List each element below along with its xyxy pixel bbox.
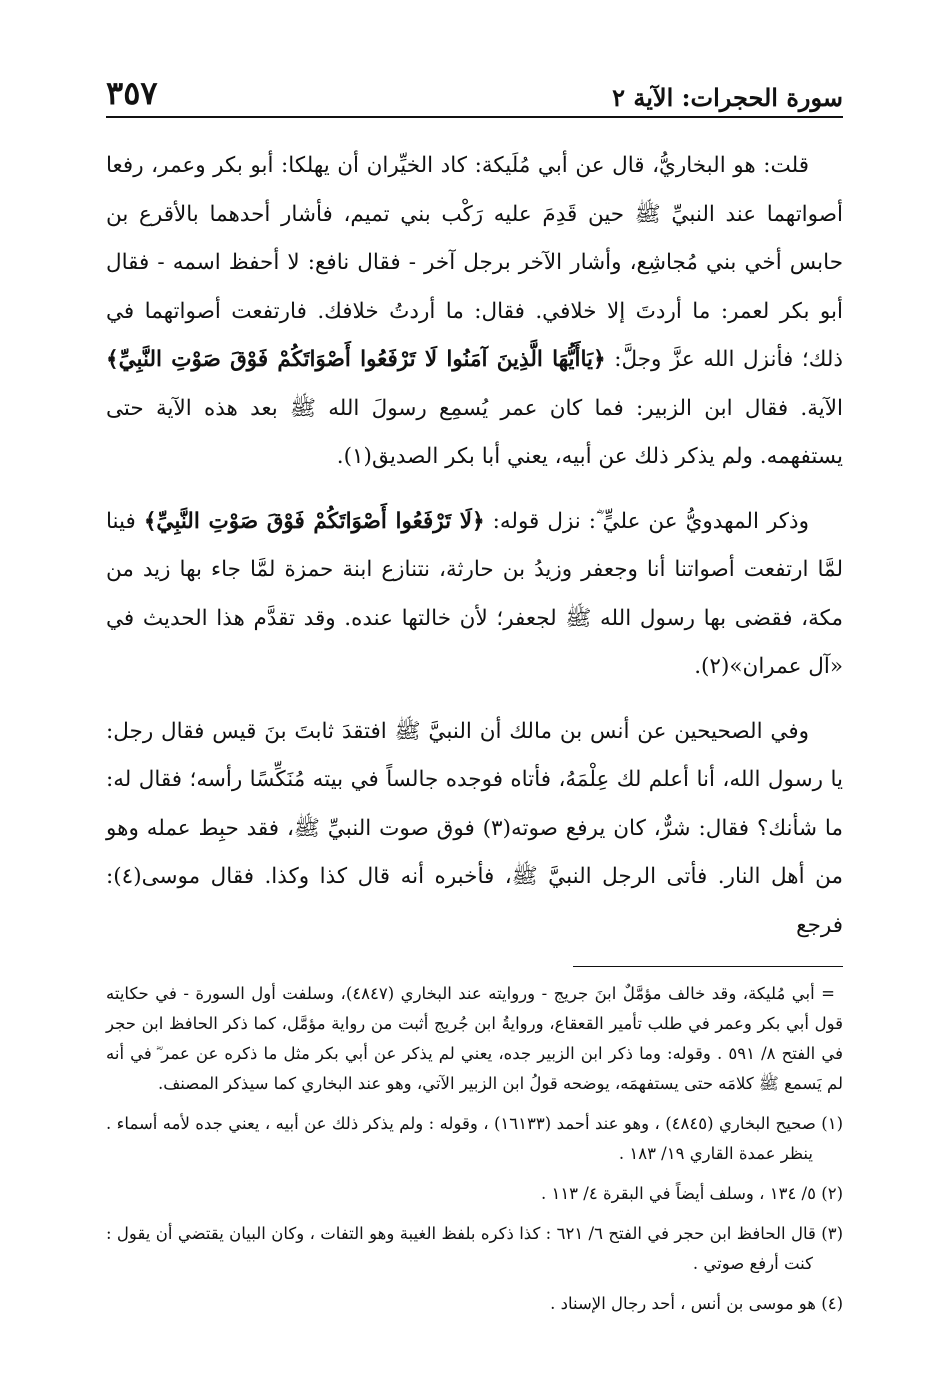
surah-title: سورة الحجرات: الآية ٢ (612, 83, 843, 112)
footnote-3: (٣) قال الحافظ ابن حجر في الفتح ٦/ ٦٢١ : كذا ذكره بلفظ الغيبة وهو التفات ، وكان البيان يقتضي أن يقول : كنت أرفع صوتي . (106, 1224, 843, 1273)
footnotes (106, 979, 843, 1319)
paragraph-3-text: وفي الصحيحين عن أنس بن مالك أن النبيَّ ﷺ افتقدَ ثابتَ بنَ قيس فقال رجل: يا رسول الله، أنا أعلم لك عِلْمَهُ، فأتاه فوجده جالساً في بيته مُنَكِّسًا رأسه؛ فقال له: ما شأنك؟ فقال: شرٌّ، كان يرفع صوته (106, 718, 844, 841)
footnote-ref-1: (١). (336, 444, 372, 469)
paragraph-1 (106, 142, 843, 482)
page-number: ٣٥٧ (106, 74, 158, 112)
footnote-1: (١) صحيح البخاري (٤٨٤٥) ، وهو عند أحمد (١٦١٣٣) ، وقوله : ولم يذكر ذلك عن أبيه ، يعني جده لأمه أسماء . ينظر عمدة القاري ١٩/ ١٨٣ . (106, 1114, 843, 1163)
paragraph-1-text-end: الآية. فقال ابن الزبير: فما كان عمر يُسمِع رسولَ الله ﷺ بعد هذه الآية حتى يستفهمه. ولم يذكر ذلك عن أبيه، يعني أبا بكر الصديق (106, 395, 843, 469)
footnote-ref-4: (٤) (113, 864, 142, 889)
footnote-4: (٤) هو موسى بن أنس ، أحد رجال الإسناد . (550, 1294, 843, 1313)
paragraph-3-text-end: : فرجع (106, 864, 843, 938)
quran-verse: ﴿لَا تَرْفَعُوا أَصْوَاتَكُمْ فَوْقَ صَوْتِ النَّبِيِّ﴾ (143, 508, 485, 534)
footnote-ref-3: (٣) (482, 815, 511, 841)
footnote-ref-2: (٢). (694, 654, 730, 679)
footnote-2: (٢) ٥/ ١٣٤ ، وسلف أيضاً في البقرة ٤/ ١١٣ . (540, 1184, 843, 1203)
header-rule (106, 116, 843, 118)
paragraph-3 (106, 708, 843, 951)
footnote-continuation: = أبي مُليكة، وقد خالف مؤمَّلٌ ابنَ جريج - وروايته عند البخاري (٤٨٤٧)، وسلفت أول السورة - في حكايته قول أبي بكر وعمر في طلب تأمير القعقاع، وروايةُ ابن جُريج أثبت من رواية مؤمَّل، كما ذكر الحافظ ابن حجر في الفتح ٨/ ٥٩١ . وقوله: وما ذكر ابن الزبير جده، يعني لم يذكر عن أبي بكر مثل ما ذكره عن عمر ؓ في أنه لم يَسمع ﷺ كلامَه حتى يستفهمَه، يوضحه قولُ ابن الزبير الآتي، وهو عند البخاري كما سيذكر المصنف. (106, 984, 843, 1093)
paragraph-2 (106, 498, 843, 692)
main-text (106, 142, 843, 950)
paragraph-2-text: وذكر المهدويُّ عن عليٍّ ؓ: نزل قوله: (492, 508, 809, 534)
paragraph-1-text: قلت: هو البخاريُّ، قال عن أبي مُلَيكة: كاد الخيِّران أن يهلكا: أبو بكر وعمر، رفعا أصواتهما عند النبيِّ ﷺ حين قَدِمَ عليه رَكْب بني تميم، فأشار أحدهما بالأقرع بن حابس أخي بني مُجاشِع، وأشار الآخر برجل آخر - فقال نافع: لا أحفظ اسمه - فقال أبو بكر لعمر: ما أردتَ إلا خلافي. فقال: ما أردتُ خلافك. فارتفعت أصواتهما في ذلك؛ فأنزل الله عزَّ وجلَّ: (106, 153, 843, 372)
footnote-rule (573, 966, 843, 967)
running-header (106, 60, 843, 112)
paragraph-3-text-mid: فوق صوت النبيِّ ﷺ، فقد حبِط عمله وهو من أهل النار. فأتى الرجل النبيَّ ﷺ، فأخبره أنه قال كذا وكذا. فقال موسى (106, 815, 843, 889)
quran-verse: ﴿يَاأَيُّهَا الَّذِينَ آمَنُوا لَا تَرْفَعُوا أَصْوَاتَكُمْ فَوْقَ صَوْتِ النَّبِيِّ﴾ (106, 347, 606, 372)
paragraph-2-text-end: فينا لمَّا ارتفعت أصواتنا أنا وجعفر وزيدُ بن حارثة، نتنازع ابنة حمزة لمَّا جاء بها زيد من مكة، فقضى بها رسول الله ﷺ لجعفر؛ لأن خالتها عنده. وقد تقدَّم هذا الحديث في «آل عمران» (106, 508, 843, 679)
